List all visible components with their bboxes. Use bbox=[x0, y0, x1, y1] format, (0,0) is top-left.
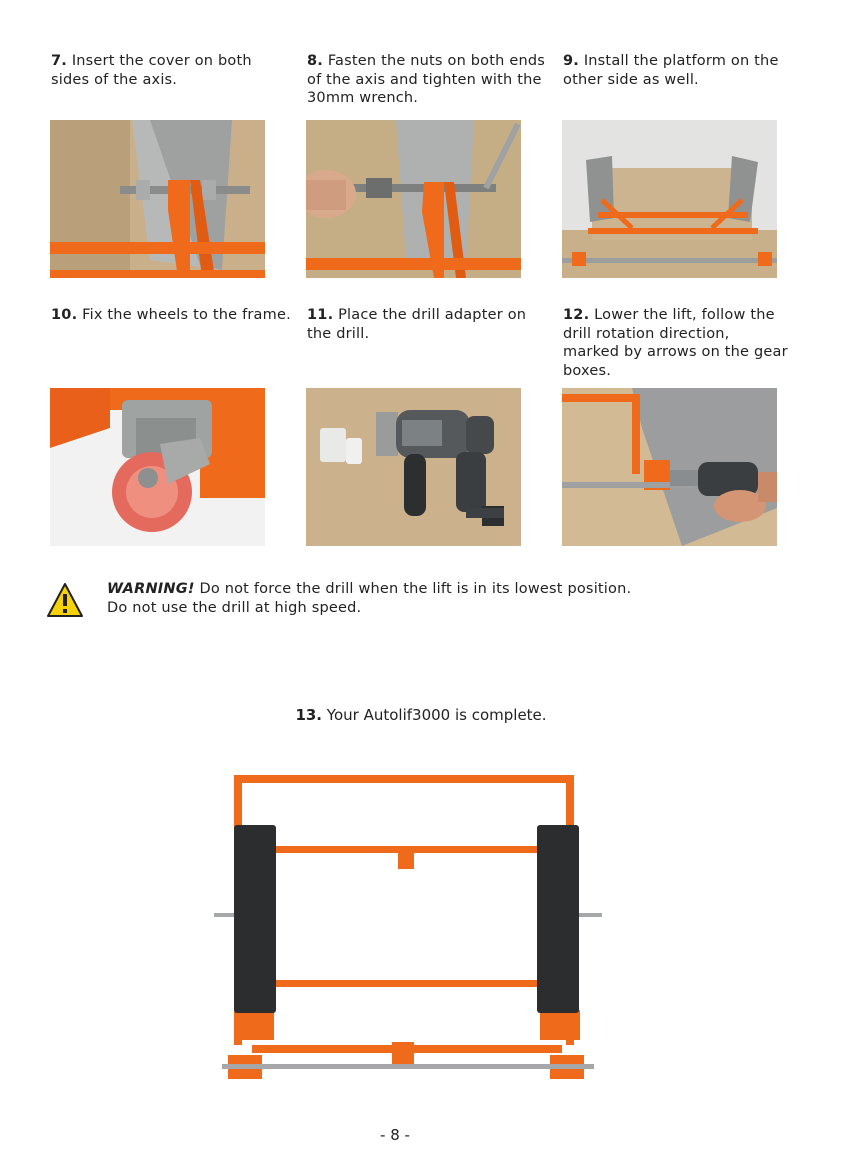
warning-label: WARNING! bbox=[107, 581, 195, 597]
step-10-number: 10. bbox=[51, 307, 78, 323]
step-13-caption bbox=[0, 706, 842, 724]
page-number: - 8 - bbox=[380, 1126, 410, 1144]
warning-message bbox=[107, 580, 631, 618]
warning-line-2: Do not use the drill at high speed. bbox=[107, 600, 362, 616]
step-12-text: Lower the lift, follow the drill rotation direction, marked by arrows on the gear boxes. bbox=[563, 307, 788, 379]
step-11-number: 11. bbox=[307, 307, 334, 323]
step-8-caption bbox=[307, 52, 547, 108]
step-9-photo bbox=[562, 120, 777, 278]
step-8-photo bbox=[306, 120, 521, 278]
step-9-caption bbox=[563, 52, 788, 89]
warning-triangle-icon bbox=[46, 582, 84, 618]
warning-line-1 bbox=[107, 580, 631, 599]
step-9-number: 9. bbox=[563, 53, 579, 69]
step-11-caption bbox=[307, 306, 547, 343]
step-12-photo bbox=[562, 388, 777, 546]
step-10-text: Fix the wheels to the frame. bbox=[82, 307, 291, 323]
step-11-photo bbox=[306, 388, 521, 546]
step-7-caption bbox=[51, 52, 291, 89]
step-7-photo bbox=[50, 120, 265, 278]
step-13-text: Your Autolif3000 is complete. bbox=[326, 706, 547, 724]
step-13-number: 13. bbox=[295, 706, 323, 724]
step-8-text: Fasten the nuts on both ends of the axis and tighten with the 30mm wrench. bbox=[307, 53, 546, 106]
warning-text-1: Do not force the drill when the lift is in its lowest position. bbox=[199, 581, 632, 597]
step-7-text: Insert the cover on both sides of the axis. bbox=[51, 53, 252, 88]
step-12-number: 12. bbox=[563, 307, 590, 323]
step-9-text: Install the platform on the other side as well. bbox=[563, 53, 779, 88]
completed-lift-photo bbox=[212, 770, 607, 1085]
step-7-number: 7. bbox=[51, 53, 67, 69]
step-11-text: Place the drill adapter on the drill. bbox=[307, 307, 527, 342]
step-8-number: 8. bbox=[307, 53, 323, 69]
step-10-caption bbox=[51, 306, 291, 325]
step-10-photo bbox=[50, 388, 265, 546]
step-12-caption bbox=[563, 306, 788, 380]
